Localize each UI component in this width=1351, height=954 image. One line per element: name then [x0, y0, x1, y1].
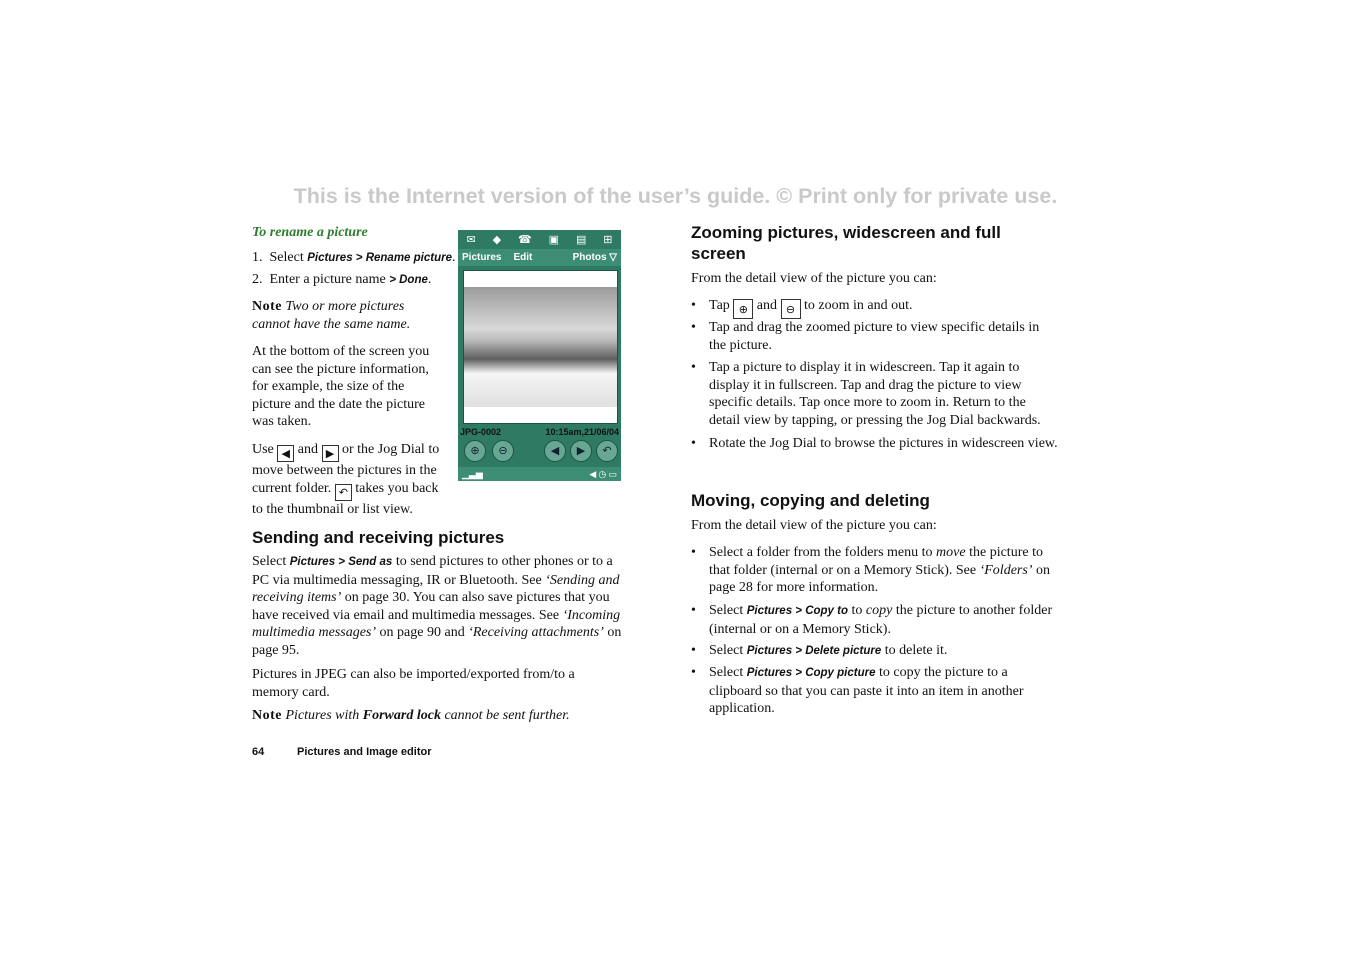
sending-heading: Sending and receiving pictures	[252, 528, 505, 547]
jpeg-paragraph: Pictures in JPEG can also be imported/exported from/to a memory card.	[252, 667, 575, 700]
rename-note: Note Two or more pictures cannot have the same name.	[252, 299, 411, 332]
controls	[462, 440, 617, 464]
rename-heading: To rename a picture	[252, 225, 368, 240]
rename-step-2: 2. Enter a picture name > Done.	[252, 272, 432, 287]
timestamp: 10:15am,21/06/04	[545, 427, 619, 437]
zoom-heading: Zooming pictures, widescreen and full screen	[691, 223, 1001, 263]
file-name: JPG-0002	[460, 427, 502, 437]
envelope-icon: ✉	[466, 234, 476, 246]
chapter-title: Pictures and Image editor	[297, 746, 432, 758]
zoom-intro: From the detail view of the picture you can:	[691, 271, 937, 286]
moving-bullet-4: • Select Pictures > Copy picture to copy the picture to a clipboard so that you can paste it into an item in another application.	[691, 665, 1024, 717]
navigation-paragraph: Use ◀ and ▶ or the Jog Dial to move between the pictures in the current folder. ↶ takes you back to the thumbnail or list view.	[252, 442, 440, 517]
folder-menu[interactable]: Photos ▽	[572, 252, 617, 263]
phone-screenshot	[458, 230, 621, 481]
back-icon[interactable]: ↶	[596, 440, 618, 462]
zoom-in-icon[interactable]: ⊕	[464, 440, 486, 462]
mountain-photo[interactable]	[464, 287, 617, 407]
rename-step-1: 1. Select Pictures > Rename picture.	[252, 250, 456, 265]
app-bar	[458, 230, 621, 249]
menu-edit[interactable]: Edit	[513, 252, 533, 263]
zoom-bullet-3: • Tap a picture to display it in widescreen. Tap it again to display it in fullscreen. Tap and drag the picture to view specific details. Tap once more to zoom in. Return to the detail view by tapping, or pressing the Jog Dial backwards.	[691, 360, 1041, 428]
zoom-out-icon: ⊖	[781, 299, 801, 319]
zoom-out-icon[interactable]: ⊖	[492, 440, 514, 462]
zoom-bullet-2: • Tap and drag the zoomed picture to view specific details in the picture.	[691, 320, 1040, 353]
forward-lock-note: Note Pictures with Forward lock cannot be sent further.	[252, 708, 570, 723]
moving-heading: Moving, copying and deleting	[691, 491, 930, 510]
back-icon: ↶	[335, 484, 352, 501]
previous-icon: ◀	[277, 445, 294, 462]
moving-bullet-2: • Select Pictures > Copy to to copy the picture to another folder (internal or on a Memory Stick).	[691, 603, 1053, 637]
phone-icon: ☎	[517, 234, 532, 246]
status-bar	[458, 467, 621, 481]
notes-icon: ▤	[575, 234, 587, 246]
next-icon[interactable]: ▶	[570, 440, 592, 462]
zoom-in-icon: ⊕	[733, 299, 753, 319]
info-paragraph: At the bottom of the screen you can see the picture information, for example, the size of the picture and the date the picture was taken.	[252, 344, 430, 430]
chevron-down-icon: ▽	[609, 252, 617, 263]
watermark: This is the Internet version of the user’s guide. © Print only for private use.	[293, 184, 1058, 208]
next-icon: ▶	[322, 445, 339, 462]
previous-icon[interactable]: ◀	[544, 440, 566, 462]
status-icons: ◀ ◷ ▭	[589, 468, 617, 479]
gem-icon: ◆	[492, 234, 502, 246]
page-number: 64	[252, 746, 265, 758]
apps-icon: ⊞	[603, 234, 613, 246]
menu-bar	[458, 249, 621, 266]
calendar-icon: ▣	[548, 234, 560, 246]
signal-icon: ▁▃▅	[462, 468, 483, 479]
sending-paragraph: Select Pictures > Send as to send pictures to other phones or to a PC via multimedia messaging, IR or Bluetooth. See ‘Sending and receiving items’ on page 30. You can also save pictures that you have received via email and multimedia messages. See ‘Incoming multimedia messages’ on page 90 and ‘Receiving attachments’ on page 95.	[252, 554, 622, 658]
picture-info	[460, 427, 619, 437]
picture-frame[interactable]	[463, 270, 618, 424]
moving-bullet-1: • Select a folder from the folders menu to move the picture to that folder (internal or on a Memory Stick). See ‘Folders’ on page 28 for more information.	[691, 545, 1050, 596]
menu-pictures[interactable]: Pictures	[462, 252, 502, 263]
moving-bullet-3: • Select Pictures > Delete picture to delete it.	[691, 643, 948, 658]
zoom-bullet-4: • Rotate the Jog Dial to browse the pictures in widescreen view.	[691, 436, 1058, 451]
zoom-bullet-1: • Tap ⊕ and ⊖ to zoom in and out.	[709, 297, 1059, 319]
moving-intro: From the detail view of the picture you can:	[691, 518, 937, 533]
